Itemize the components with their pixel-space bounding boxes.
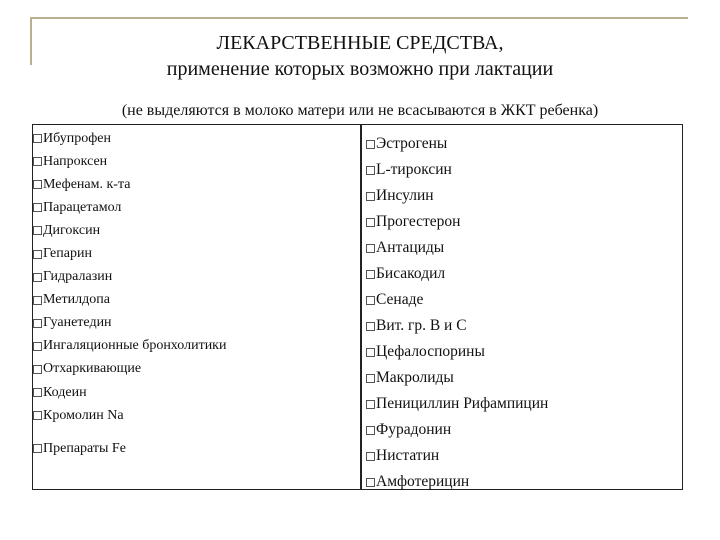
drug-name: Кодеин	[43, 384, 87, 400]
drug-name: Пенициллин Рифампицин	[376, 395, 549, 412]
list-item	[366, 339, 681, 365]
square-bullet-icon	[33, 157, 42, 166]
drug-name: Ибупрофен	[43, 130, 111, 146]
list-item	[366, 209, 681, 235]
drug-name: Прогестерон	[376, 213, 461, 230]
drug-name: Амфотерицин	[376, 473, 470, 490]
square-bullet-icon	[366, 478, 375, 487]
drug-name: Напроксен	[43, 153, 108, 169]
square-bullet-icon	[33, 319, 42, 328]
square-bullet-icon	[33, 296, 42, 305]
list-item	[366, 157, 681, 183]
square-bullet-icon	[366, 244, 375, 253]
drug-name: Сенаде	[376, 291, 424, 308]
drug-name: L-тироксин	[376, 161, 452, 178]
drug-name: Инсулин	[376, 187, 434, 204]
square-bullet-icon	[33, 250, 42, 259]
list-item	[33, 381, 358, 404]
list-item	[366, 443, 681, 469]
list-item	[366, 417, 681, 443]
drug-name: Антациды	[376, 239, 445, 256]
square-bullet-icon	[366, 452, 375, 461]
slide-subtitle: (не выделяются в молоко матери или не всасываются в ЖКТ ребенка)	[121, 102, 599, 119]
slide-title	[40, 30, 680, 82]
list-item	[33, 127, 358, 150]
left-drug-list	[33, 127, 358, 460]
list-item	[33, 358, 358, 381]
square-bullet-icon	[33, 342, 42, 351]
square-bullet-icon	[366, 348, 375, 357]
drug-name: Отхаркивающие	[43, 361, 142, 377]
drug-name: Фурадонин	[376, 421, 452, 438]
square-bullet-icon	[366, 140, 375, 149]
drug-name: Эстрогены	[376, 135, 448, 152]
list-item	[366, 131, 681, 157]
list-item	[366, 469, 681, 495]
drug-name: Ингаляционные бронхолитики	[43, 338, 227, 354]
drug-name: Гидралазин	[43, 269, 113, 285]
list-item	[33, 173, 358, 196]
drug-name: Метилдопа	[43, 292, 110, 308]
drug-table-column-divider	[360, 124, 362, 490]
drug-name: Мефенам. к-та	[43, 176, 131, 192]
square-bullet-icon	[366, 218, 375, 227]
list-item	[33, 242, 358, 265]
square-bullet-icon	[366, 426, 375, 435]
drug-name: Гуанетедин	[43, 315, 112, 331]
list-item	[366, 391, 681, 417]
slide-title-line-1: ЛЕКАРСТВЕННЫЕ СРЕДСТВА,	[216, 32, 504, 54]
square-bullet-icon	[366, 270, 375, 279]
right-drug-list	[366, 131, 681, 495]
drug-name: Цефалоспорины	[376, 343, 485, 360]
list-item	[33, 196, 358, 219]
square-bullet-icon	[366, 192, 375, 201]
list-item	[33, 335, 358, 358]
list-item	[33, 266, 358, 289]
slide-title-line-2: применение которых возможно при лактации	[166, 58, 554, 80]
list-item	[33, 312, 358, 335]
drug-name: Гепарин	[43, 246, 92, 262]
square-bullet-icon	[33, 411, 42, 420]
drug-name: Дигоксин	[43, 222, 101, 238]
square-bullet-icon	[366, 374, 375, 383]
drug-name: Кромолин Na	[43, 407, 124, 423]
square-bullet-icon	[366, 400, 375, 409]
square-bullet-icon	[33, 203, 42, 212]
list-item	[366, 365, 681, 391]
list-item	[33, 437, 358, 460]
drug-name: Вит. гр. В и С	[376, 317, 467, 334]
list-item	[33, 289, 358, 312]
list-item	[366, 287, 681, 313]
title-frame-left-rule	[30, 17, 32, 65]
list-item	[33, 219, 358, 242]
square-bullet-icon	[33, 180, 42, 189]
square-bullet-icon	[33, 273, 42, 282]
square-bullet-icon	[366, 296, 375, 305]
square-bullet-icon	[366, 322, 375, 331]
square-bullet-icon	[366, 166, 375, 175]
square-bullet-icon	[33, 134, 42, 143]
square-bullet-icon	[33, 226, 42, 235]
list-item	[366, 235, 681, 261]
drug-name: Препараты Fe	[43, 440, 126, 456]
list-item	[366, 313, 681, 339]
drug-name: Парацетамол	[43, 199, 122, 215]
square-bullet-icon	[33, 388, 42, 397]
list-item	[366, 183, 681, 209]
square-bullet-icon	[33, 444, 42, 453]
square-bullet-icon	[33, 365, 42, 374]
drug-name: Нистатин	[376, 447, 440, 464]
title-frame-top-rule	[30, 17, 688, 19]
list-item	[33, 150, 358, 173]
drug-name: Макролиды	[376, 369, 454, 386]
list-item	[366, 261, 681, 287]
drug-name: Бисакодил	[376, 265, 446, 282]
list-item	[33, 404, 358, 427]
